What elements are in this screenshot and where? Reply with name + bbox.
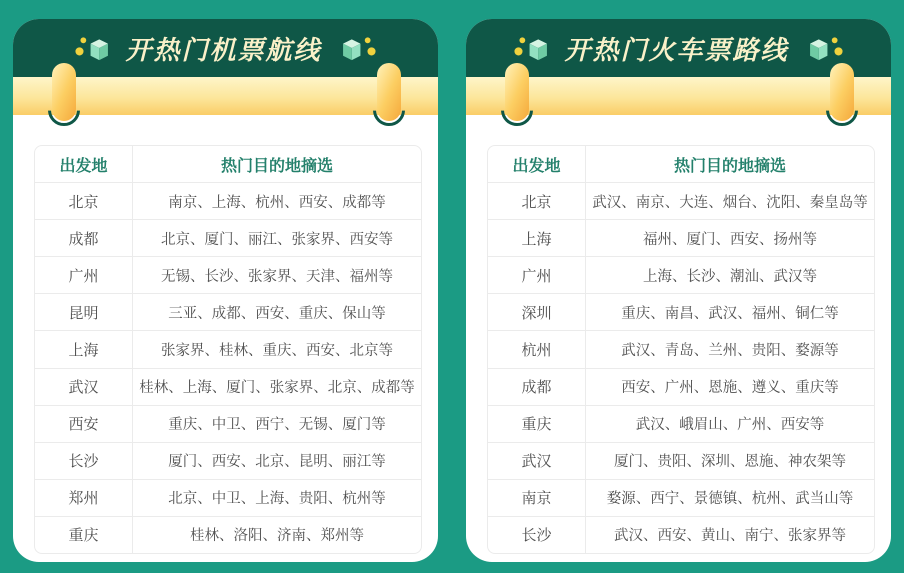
cell-departure: 广州 [488, 257, 586, 293]
table-row [35, 331, 421, 368]
cell-destinations: 北京、厦门、丽江、张家界、西安等 [161, 231, 393, 248]
train-routes-panel [466, 19, 891, 562]
cell-departure: 重庆 [35, 517, 133, 553]
cell-departure: 成都 [35, 220, 133, 256]
flight-panel-title: 开热门机票航线 [125, 34, 322, 65]
cube-sparkle-icon [514, 35, 549, 62]
cell-destinations: 武汉、南京、大连、烟台、沈阳、秦皇岛等 [592, 194, 868, 211]
cell-departure: 郑州 [35, 480, 133, 516]
cell-departure: 西安 [35, 406, 133, 442]
cube-sparkle-icon [808, 35, 843, 62]
cell-destinations: 北京、中卫、上海、贵阳、杭州等 [168, 491, 386, 508]
hanger-band [13, 77, 438, 115]
cell-destinations: 婺源、西宁、景德镇、杭州、武当山等 [606, 491, 854, 508]
cell-destinations: 厦门、贵阳、深圳、恩施、神农架等 [614, 454, 846, 471]
cell-departure: 北京 [35, 183, 133, 219]
cell-destinations: 张家界、桂林、重庆、西安、北京等 [161, 343, 393, 360]
table-row [488, 406, 874, 443]
cell-departure: 杭州 [488, 331, 586, 367]
table-row [35, 294, 421, 331]
cell-departure: 深圳 [488, 294, 586, 330]
cell-departure: 北京 [488, 183, 586, 219]
flight-routes-panel [13, 19, 438, 562]
header-destinations: 热门目的地摘选 [673, 157, 786, 175]
cell-departure: 武汉 [488, 443, 586, 479]
cell-destinations: 重庆、南昌、武汉、福州、铜仁等 [621, 305, 839, 322]
table-row [488, 294, 874, 331]
cell-departure: 重庆 [488, 406, 586, 442]
header-destinations: 热门目的地摘选 [220, 157, 333, 175]
table-row [35, 517, 421, 553]
flight-panel-header [13, 19, 438, 77]
cell-departure: 广州 [35, 257, 133, 293]
cell-departure: 上海 [488, 220, 586, 256]
cell-departure: 武汉 [35, 369, 133, 405]
cell-destinations: 重庆、中卫、西宁、无锡、厦门等 [168, 417, 386, 434]
header-departure: 出发地 [35, 146, 133, 182]
header-departure: 出发地 [488, 146, 586, 182]
flight-routes-table [34, 145, 422, 554]
cell-destinations: 武汉、峨眉山、广州、西安等 [635, 417, 825, 434]
cell-destinations: 西安、广州、恩施、遵义、重庆等 [621, 380, 839, 397]
table-row [35, 257, 421, 294]
cell-destinations: 武汉、青岛、兰州、贵阳、婺源等 [621, 343, 839, 360]
table-row [488, 369, 874, 406]
table-row [488, 257, 874, 294]
table-row [488, 220, 874, 257]
cell-departure: 长沙 [35, 443, 133, 479]
cell-departure: 长沙 [488, 517, 586, 553]
cell-destinations: 无锡、长沙、张家界、天津、福州等 [161, 268, 393, 285]
table-header-row [488, 146, 874, 183]
table-row [35, 443, 421, 480]
cell-destinations: 武汉、西安、黄山、南宁、张家界等 [614, 528, 846, 545]
train-panel-header [466, 19, 891, 77]
cell-departure: 昆明 [35, 294, 133, 330]
table-row [35, 480, 421, 517]
cube-sparkle-icon [341, 35, 376, 62]
table-row [35, 183, 421, 220]
cell-destinations: 桂林、洛阳、济南、郑州等 [190, 528, 364, 545]
cell-departure: 南京 [488, 480, 586, 516]
cube-sparkle-icon [75, 35, 110, 62]
cell-departure: 上海 [35, 331, 133, 367]
table-row [35, 220, 421, 257]
cell-destinations: 福州、厦门、西安、扬州等 [643, 231, 817, 248]
table-row [488, 183, 874, 220]
cell-destinations: 桂林、上海、厦门、张家界、北京、成都等 [139, 380, 415, 397]
cell-destinations: 上海、长沙、潮汕、武汉等 [643, 268, 817, 285]
table-row [488, 480, 874, 517]
table-header-row [35, 146, 421, 183]
hanger-band [466, 77, 891, 115]
table-row [488, 331, 874, 368]
train-panel-title: 开热门火车票路线 [564, 34, 789, 65]
table-row [488, 517, 874, 553]
cell-destinations: 南京、上海、杭州、西安、成都等 [168, 194, 386, 211]
table-row [35, 369, 421, 406]
table-row [488, 443, 874, 480]
cell-departure: 成都 [488, 369, 586, 405]
train-routes-table [487, 145, 875, 554]
cell-destinations: 三亚、成都、西安、重庆、保山等 [168, 305, 386, 322]
table-row [35, 406, 421, 443]
cell-destinations: 厦门、西安、北京、昆明、丽江等 [168, 454, 386, 471]
